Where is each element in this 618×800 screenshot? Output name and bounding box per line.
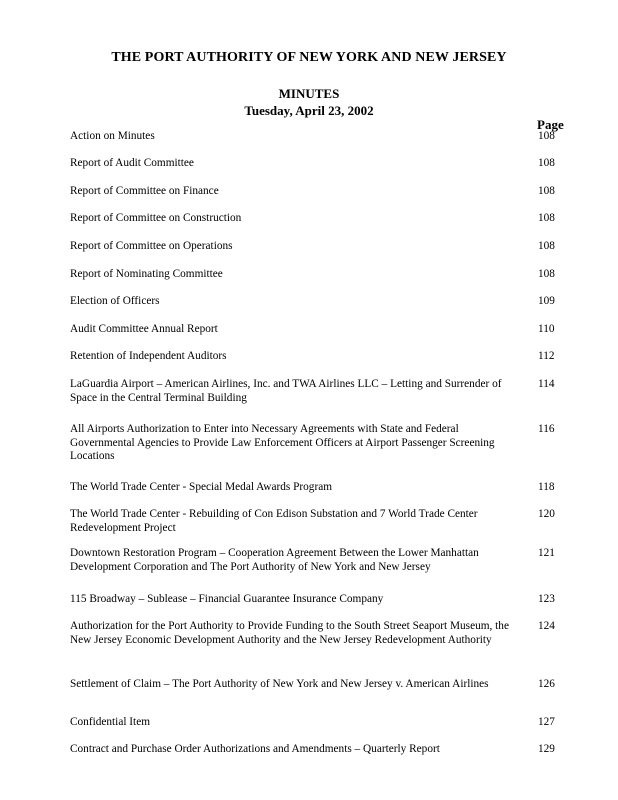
toc-entry-title: Election of Officers [70,295,160,307]
toc-entry-page: 109 [538,295,555,307]
toc-entry-page: 126 [538,678,555,690]
toc-entry-title: Downtown Restoration Program – Cooperation Agreement Between the Lower Manhattan Development Corporation and The Port Authority of New York and New Jersey [70,547,479,573]
toc-entry-title: Settlement of Claim – The Port Authority of New York and New Jersey v. American Airlines [70,678,489,690]
meeting-date: Tuesday, April 23, 2002 [244,103,374,118]
toc-entry-page: 112 [538,350,555,362]
toc-entry-title: Action on Minutes [70,130,155,142]
toc-entry-page: 123 [538,593,555,605]
toc-entry-title: Authorization for the Port Authority to Provide Funding to the South Street Seaport Museum, the New Jersey Economic Development Authority and the New Jersey Redevelopment Authority [70,620,509,646]
toc-entry-title: Report of Committee on Construction [70,212,242,224]
toc-entry-title: Contract and Purchase Order Authorizations and Amendments – Quarterly Report [70,743,440,755]
toc-entry-title: All Airports Authorization to Enter into Necessary Agreements with State and Federal Governmental Agencies to Provide Law Enforcement Officers at Airport Passenger Screening Locations [70,423,495,462]
toc-entry-page: 114 [538,378,555,390]
toc-entry-title: LaGuardia Airport – American Airlines, Inc. and TWA Airlines LLC – Letting and Surrender of Space in the Central Terminal Building [70,378,502,404]
minutes-label: MINUTES [278,86,340,101]
toc-entry-page: 108 [538,185,555,197]
page-column-header: Page [537,117,564,132]
toc-entry-title: The World Trade Center - Rebuilding of Con Edison Substation and 7 World Trade Center Redevelopment Project [70,508,478,534]
toc-entry-page: 120 [538,508,555,520]
toc-entry-page: 110 [538,323,555,335]
toc-entry-title: Report of Committee on Finance [70,185,219,197]
toc-entry-title: 115 Broadway – Sublease – Financial Guarantee Insurance Company [70,593,384,605]
toc-entry-title: Retention of Independent Auditors [70,350,227,362]
toc-entry-title: Audit Committee Annual Report [70,323,218,335]
minutes-heading [0,85,618,119]
organization-title: THE PORT AUTHORITY OF NEW YORK AND NEW JERSEY [111,50,507,65]
toc-entry-page: 129 [538,743,555,755]
toc-entry-page: 108 [538,240,555,252]
toc-entry-page: 108 [538,130,555,142]
toc-entry-title: Confidential Item [70,716,150,728]
toc-entry-page: 118 [538,481,555,493]
toc-entry-page: 124 [538,620,555,632]
toc-entry-page: 127 [538,716,555,728]
toc-entry-title: The World Trade Center - Special Medal Awards Program [70,481,333,493]
toc-entry-title: Report of Committee on Operations [70,240,233,252]
toc-entry-page: 116 [538,423,555,435]
toc-entry-page: 121 [538,547,555,559]
toc-entry-page: 108 [538,212,555,224]
toc-entry-title: Report of Nominating Committee [70,268,223,280]
toc-entry-page: 108 [538,157,555,169]
toc-entry-page: 108 [538,268,555,280]
toc-entry-title: Report of Audit Committee [70,157,194,169]
